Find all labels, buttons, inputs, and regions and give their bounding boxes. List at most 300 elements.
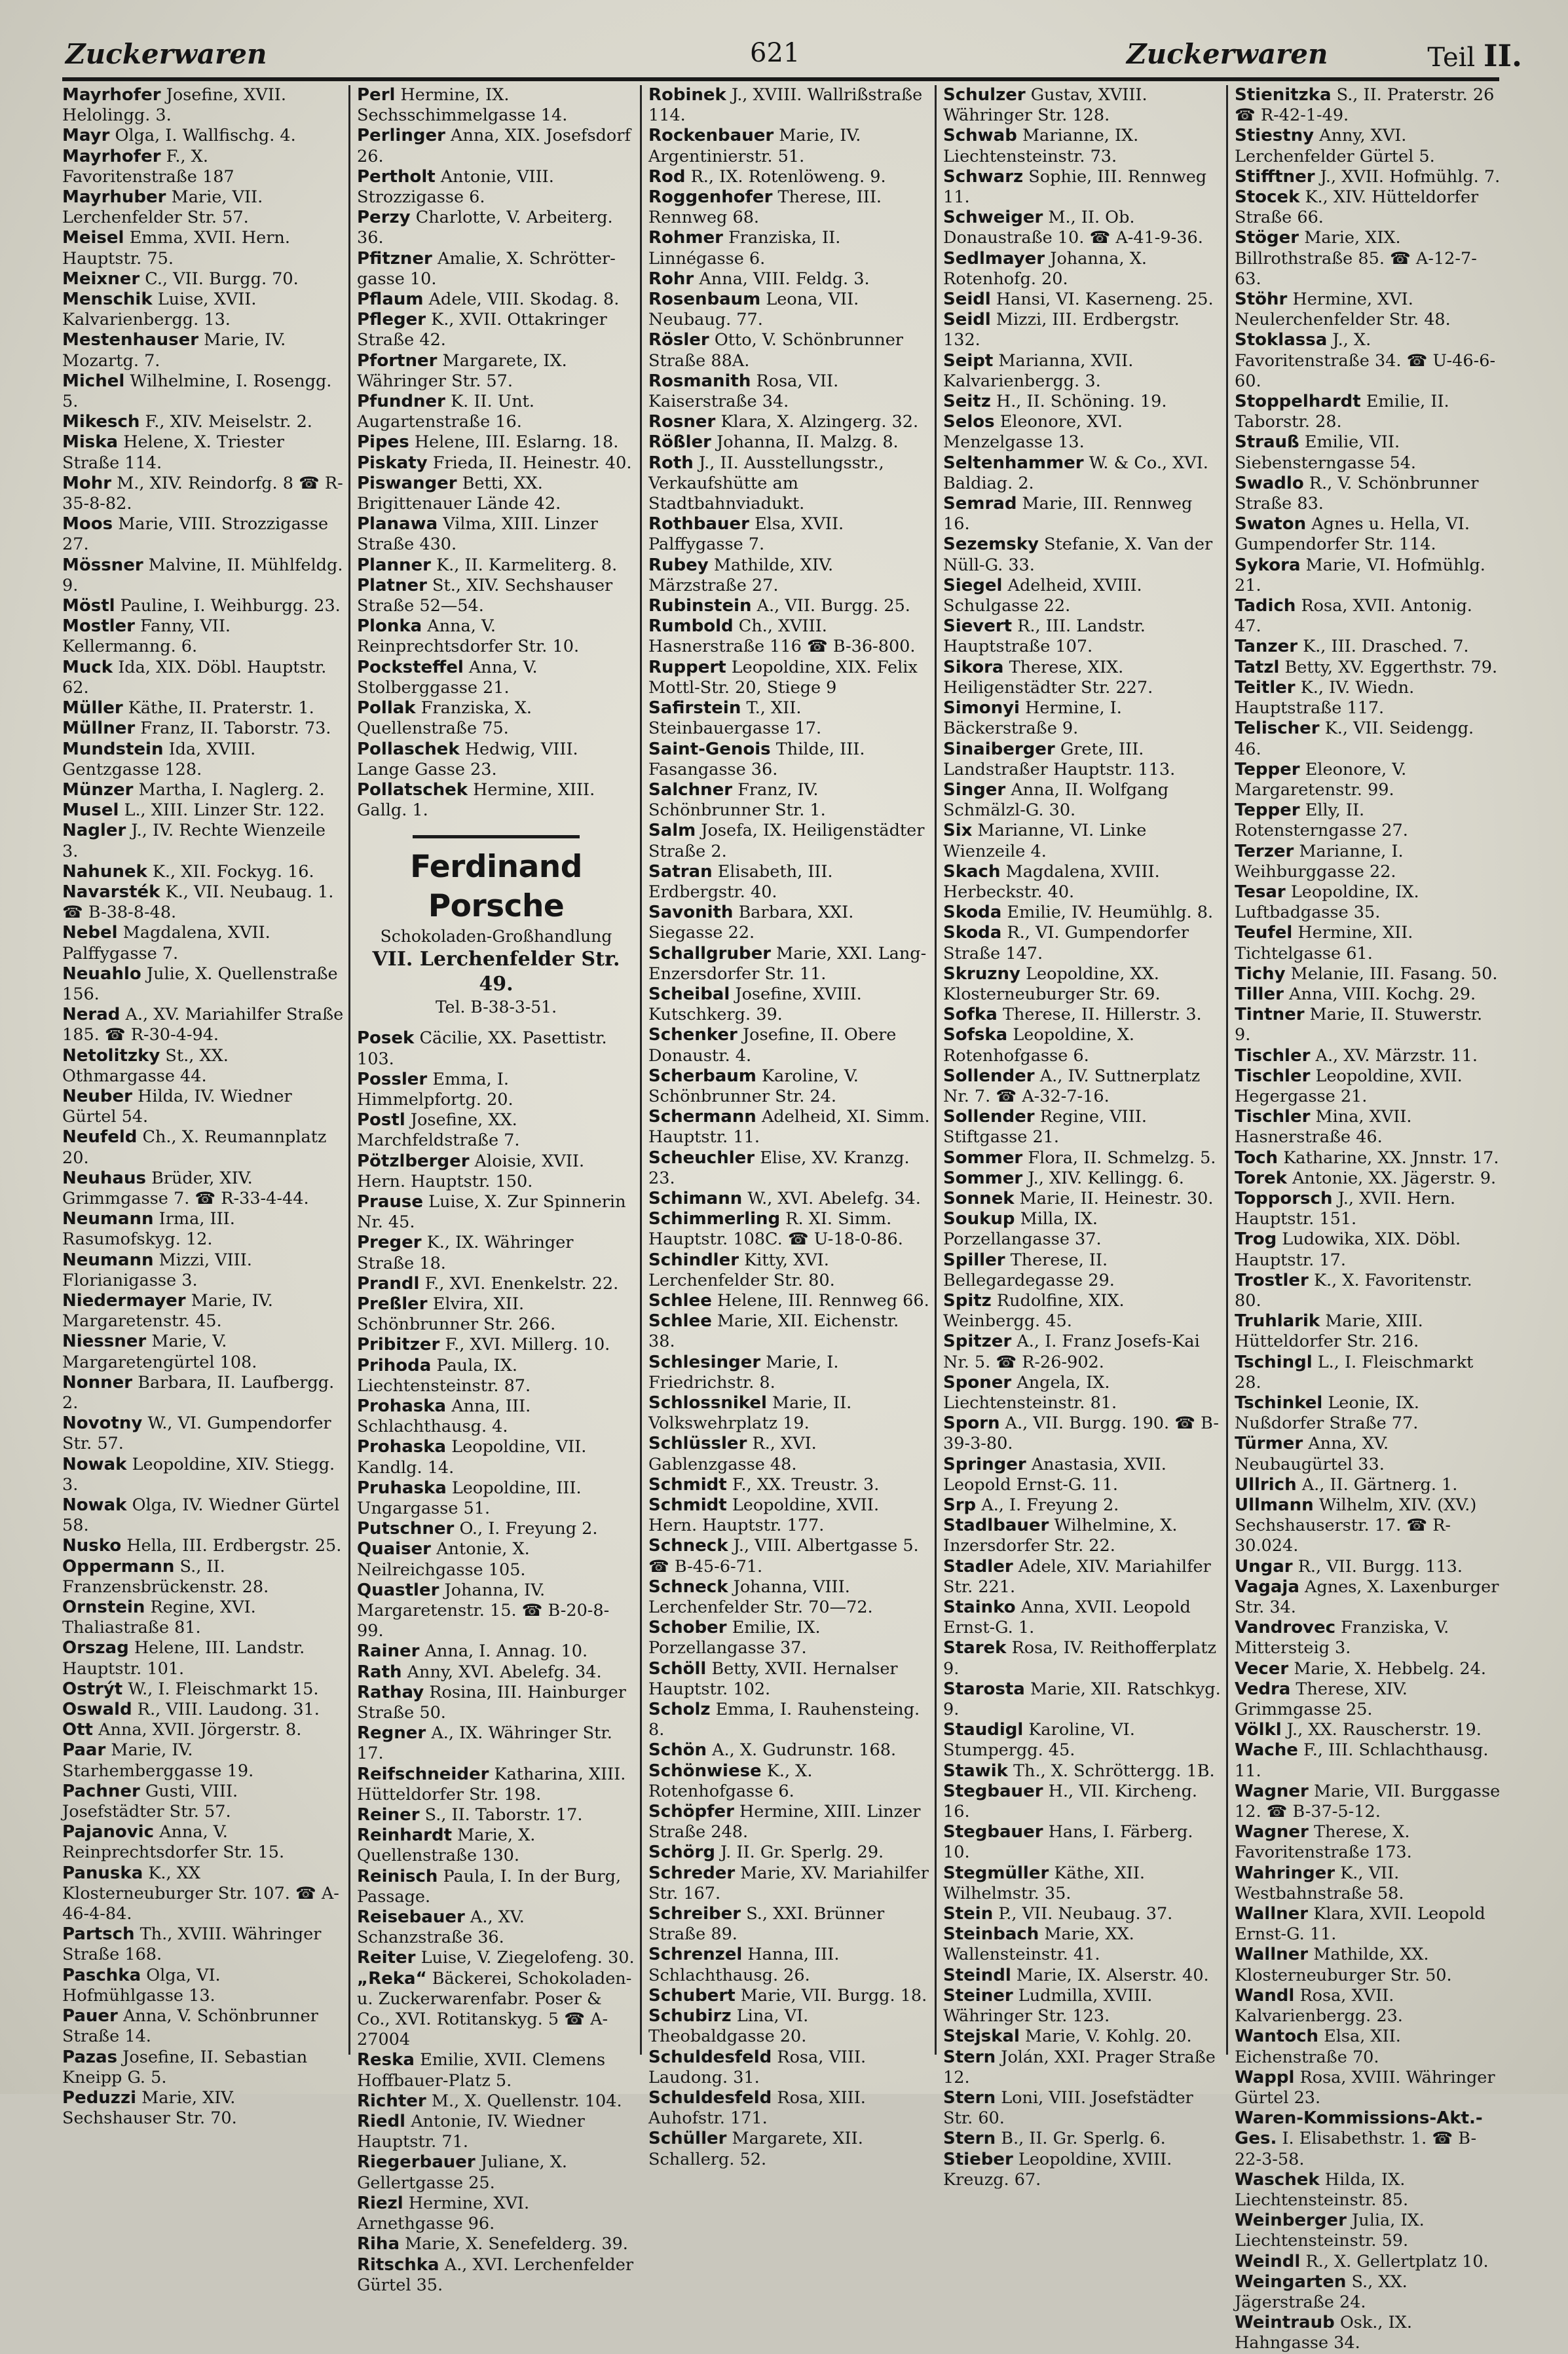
directory-entry xyxy=(357,1765,635,1805)
entry-name: Salm xyxy=(648,821,696,841)
header-part-label: Teil II. xyxy=(1427,38,1522,73)
entry-name: Teufel xyxy=(1235,923,1293,943)
entry-name: Scherbaum xyxy=(648,1066,756,1086)
directory-entry xyxy=(1235,1945,1503,1985)
directory-entry xyxy=(357,1294,635,1335)
directory-entry xyxy=(943,1782,1222,1822)
entry-details: Helene, X. Triester Straße 114. xyxy=(62,432,284,473)
entry-name: Pfleger xyxy=(357,310,426,330)
directory-entry xyxy=(943,1066,1222,1107)
directory-entry xyxy=(62,719,344,739)
entry-name: Tischler xyxy=(1235,1066,1311,1086)
directory-entry xyxy=(357,1867,635,1907)
directory-entry xyxy=(943,1107,1222,1148)
entry-name: Rösler xyxy=(648,330,709,350)
entry-name: Ruppert xyxy=(648,657,726,677)
directory-entry xyxy=(648,739,930,780)
advertisement-phone: Tel. B-38-3-51. xyxy=(435,998,557,1017)
entry-details: Marie, I. Friedrichstr. 8. xyxy=(648,1352,839,1392)
entry-details: Marie, VII. Burggasse 12. ☎ B-37-5-12. xyxy=(1235,1781,1501,1822)
directory-entry xyxy=(62,330,344,371)
entry-name: Piswanger xyxy=(357,473,457,493)
entry-name: Tepper xyxy=(1235,759,1300,779)
entry-name: Sinaiberger xyxy=(943,739,1055,759)
entry-details: Sophie, III. Rennweg 11. xyxy=(943,166,1207,208)
entry-details: Anna, V. Reinprechtsdorfer Str. 10. xyxy=(357,616,580,657)
entry-details: Charlotte, V. Arbeiterg. 36. xyxy=(357,208,613,248)
directory-entry xyxy=(1235,2313,1503,2353)
entry-details: Anna, XVII. Jörgerstr. 8. xyxy=(98,1720,302,1740)
directory-entry xyxy=(648,2047,930,2088)
directory-entry xyxy=(943,453,1222,494)
entry-name: Schober xyxy=(648,1618,727,1638)
entry-name: Schlee xyxy=(648,1290,712,1311)
entry-name: Müllner xyxy=(62,719,136,739)
directory-entry xyxy=(648,616,930,657)
directory-entry xyxy=(357,1805,635,1825)
directory-entry xyxy=(648,1659,930,1700)
entry-details: A., XVI. Lerchenfelder Gürtel 35. xyxy=(357,2254,634,2295)
entry-details: R., VIII. Laudong. 31. xyxy=(137,1700,320,1720)
entry-details: W. & Co., XVI. Baldiag. 2. xyxy=(943,453,1208,493)
directory-entry xyxy=(62,862,344,882)
directory-entry xyxy=(357,474,635,514)
entry-name: Schlossnikel xyxy=(648,1393,767,1413)
directory-entry xyxy=(357,1396,635,1437)
directory-entry xyxy=(357,1580,635,1642)
entry-details: A., XV. Mariahilfer Straße 185. ☎ R-30-4-94. xyxy=(62,1005,344,1045)
entry-name: Weindl xyxy=(1235,2251,1301,2271)
directory-entry xyxy=(62,85,344,126)
entry-details: Amalie, X. Schrötter-gasse 10. xyxy=(357,248,616,289)
directory-entry xyxy=(1235,2027,1503,2067)
entry-details: Franziska, V. Mittersteig 3. xyxy=(1235,1618,1449,1658)
entry-name: Stienitzka xyxy=(1235,85,1332,105)
directory-entry xyxy=(648,1189,930,1209)
entry-name: Stainko xyxy=(943,1597,1016,1618)
entry-name: Perzy xyxy=(357,208,411,228)
entry-name: Rosenbaum xyxy=(648,290,761,310)
entry-details: Malvine, II. Mühlfeldg. 9. xyxy=(62,555,343,595)
entry-details: C., VII. Burgg. 70. xyxy=(145,269,299,289)
entry-name: Schuldesfeld xyxy=(648,2047,772,2067)
entry-name: Reiner xyxy=(357,1805,420,1825)
entry-details: Marie, X. Hebbelg. 24. xyxy=(1294,1658,1486,1679)
entry-name: Scheibal xyxy=(648,984,730,1004)
entry-details: Emilie, IV. Heumühlg. 8. xyxy=(1007,903,1214,923)
entry-details: L., I. Fleischmarkt 28. xyxy=(1235,1352,1474,1392)
entry-details: Hermine, I. Bäckerstraße 9. xyxy=(943,698,1122,739)
entry-name: Stein xyxy=(943,1904,994,1924)
entry-details: Wilhelmine, I. Rosengg. 5. xyxy=(62,371,332,412)
entry-details: Josefine, XVII. Helolingg. 3. xyxy=(62,85,286,126)
entry-details: J., XX. Rauscherstr. 19. xyxy=(1286,1720,1482,1740)
directory-entry xyxy=(62,187,344,228)
entry-details: Marie, VII. Burgg. 18. xyxy=(740,1985,927,2006)
directory-entry xyxy=(1235,1229,1503,1270)
entry-details: Johanna, X. Rotenhofg. 20. xyxy=(943,248,1147,289)
entry-name: Springer xyxy=(943,1454,1026,1474)
entry-details: Karoline, V. Schönbrunner Str. 24. xyxy=(648,1066,859,1106)
directory-entry xyxy=(62,1924,344,1965)
directory-entry xyxy=(357,1151,635,1192)
directory-entry xyxy=(648,1802,930,1842)
entry-details: A., II. Gärtnerg. 1. xyxy=(1301,1474,1458,1495)
entry-details: Jolán, XXI. Prager Straße 12. xyxy=(943,2047,1216,2087)
directory-entry xyxy=(62,1332,344,1372)
entry-details: Franziska, X. Quellenstraße 75. xyxy=(357,698,532,739)
directory-entry xyxy=(1235,1659,1503,1679)
directory-entry xyxy=(1235,432,1503,473)
entry-name: Swaton xyxy=(1235,514,1307,534)
entry-details: Elsa, XVII. Palffygasse 7. xyxy=(648,514,844,555)
entry-details: Leopoldine, XIV. Stiegg. 3. xyxy=(62,1454,335,1495)
directory-entry xyxy=(357,85,635,126)
directory-entry xyxy=(357,2112,635,2152)
directory-entry xyxy=(62,739,344,780)
entry-details: Leopoldine, III. Ungargasse 51. xyxy=(357,1478,582,1518)
entry-details: Anna, II. Wolfgang Schmälzl-G. 30. xyxy=(943,779,1169,821)
entry-details: Cäcilie, XX. Pasettistr. 103. xyxy=(357,1028,607,1069)
entry-name: Schlee xyxy=(648,1311,712,1332)
entry-name: Neufeld xyxy=(62,1127,138,1148)
entry-name: Scheuchler xyxy=(648,1148,755,1168)
directory-entry xyxy=(357,167,635,208)
entry-name: Schimann xyxy=(648,1188,743,1208)
entry-details: Olga, I. Wallfischg. 4. xyxy=(115,126,296,146)
entry-name: Pflaum xyxy=(357,290,424,310)
directory-entry xyxy=(943,2129,1222,2149)
entry-details: Hella, III. Erdbergstr. 25. xyxy=(126,1536,342,1556)
entry-details: Mathilde, XIV. Märzstraße 27. xyxy=(648,555,834,595)
entry-details: Marie, X. Senefelderg. 39. xyxy=(405,2234,628,2254)
entry-name: Sommer xyxy=(943,1148,1023,1168)
directory-entry xyxy=(62,2088,344,2129)
directory-entry xyxy=(648,1740,930,1761)
entry-details: Hermine, XVI. Neulerchenfelder Str. 48. xyxy=(1235,290,1451,330)
entry-details: Ch., XVIII. Hasnerstraße 116 ☎ B-36-800. xyxy=(648,616,916,657)
directory-entry xyxy=(1235,1557,1503,1577)
directory-entry xyxy=(357,2255,635,2296)
entry-name: Sollender xyxy=(943,1066,1035,1086)
entry-name: Orszag xyxy=(62,1638,129,1658)
entry-details: K., II. Karmeliterg. 8. xyxy=(436,555,618,575)
entry-details: Anastasia, XVII. Leopold Ernst-G. 11. xyxy=(943,1454,1167,1495)
entry-details: K., X. Favoritenstr. 80. xyxy=(1235,1270,1472,1311)
entry-details: Adelheid, XI. Simm. Hauptstr. 11. xyxy=(648,1107,930,1148)
directory-entry xyxy=(62,821,344,861)
directory-entry xyxy=(648,555,930,596)
entry-name: Moos xyxy=(62,514,113,534)
directory-entry xyxy=(1235,678,1503,719)
entry-details: Antonie, VIII. Strozzigasse 6. xyxy=(357,166,554,208)
entry-details: Mizzi, III. Erdbergstr. 132. xyxy=(943,310,1180,350)
directory-entry xyxy=(648,1107,930,1148)
directory-entry xyxy=(648,1311,930,1352)
entry-details: J., IV. Rechte Wienzeile 3. xyxy=(62,821,326,861)
entry-details: K., XVII. Ottakringer Straße 42. xyxy=(357,310,607,350)
directory-entry xyxy=(62,698,344,719)
entry-name: Safirstein xyxy=(648,698,741,719)
directory-entry xyxy=(357,310,635,350)
directory-entry xyxy=(943,1924,1222,1965)
directory-entry xyxy=(357,1948,635,1968)
directory-entry xyxy=(943,412,1222,453)
entry-details: Gustav, XVIII. Währinger Str. 128. xyxy=(943,85,1148,126)
directory-entry xyxy=(1235,1740,1503,1781)
entry-details: Josefine, XVIII. Kutschkerg. 39. xyxy=(648,984,862,1025)
entry-details: Katharina, XIII. Hütteldorfer Str. 198. xyxy=(357,1764,626,1804)
entry-name: Menschik xyxy=(62,290,153,310)
entry-name: Planawa xyxy=(357,514,438,534)
entry-details: A., I. Franz Josefs-Kai Nr. 5. ☎ R-26-902. xyxy=(943,1332,1200,1372)
entry-details: K., VII. Seidengg. 46. xyxy=(1235,719,1474,759)
directory-entry xyxy=(1235,392,1503,432)
entry-name: Seipt xyxy=(943,350,994,371)
entry-details: J., XIV. Kellingg. 6. xyxy=(1028,1168,1184,1188)
entry-name: Satran xyxy=(648,861,713,882)
directory-entry xyxy=(357,1356,635,1396)
entry-details: Marie, IV. Mozartg. 7. xyxy=(62,330,286,371)
directory-entry xyxy=(62,1005,344,1045)
entry-name: Peduzzi xyxy=(62,2087,136,2108)
entry-name: Stöger xyxy=(1235,228,1299,248)
directory-entry xyxy=(357,780,635,821)
entry-details: Käthe, XII. Wilhelmstr. 35. xyxy=(943,1863,1146,1903)
entry-details: Therese, III. Rennweg 68. xyxy=(648,187,882,228)
entry-name: Steiner xyxy=(943,1985,1013,2006)
directory-entry xyxy=(357,1335,635,1355)
directory-entry xyxy=(62,596,344,616)
entry-details: St., XIV. Sechshauser Straße 52—54. xyxy=(357,575,613,616)
directory-entry xyxy=(62,1455,344,1495)
entry-name: Rubey xyxy=(648,555,709,575)
entry-details: Regine, VIII. Stiftgasse 21. xyxy=(943,1107,1147,1148)
directory-entry xyxy=(62,964,344,1005)
entry-details: S., XX. Jägerstraße 24. xyxy=(1235,2271,1408,2312)
entry-name: Pollak xyxy=(357,698,416,719)
entry-name: Prohaska xyxy=(357,1396,447,1416)
entry-name: Robinek xyxy=(648,85,726,105)
entry-name: Spitz xyxy=(943,1290,992,1311)
entry-name: Nagler xyxy=(62,821,126,841)
entry-details: Anna, I. Annag. 10. xyxy=(424,1641,588,1662)
directory-entry xyxy=(1235,1618,1503,1658)
directory-entry xyxy=(943,739,1222,780)
directory-entry xyxy=(943,1822,1222,1863)
directory-entry xyxy=(943,1332,1222,1372)
entry-details: Anna, V. Reinprechtsdorfer Str. 15. xyxy=(62,1822,285,1863)
directory-entry xyxy=(648,1536,930,1577)
entry-details: A., XV. Märzstr. 11. xyxy=(1315,1045,1478,1066)
directory-entry xyxy=(943,1720,1222,1761)
entry-details: Hansi, VI. Kaserneng. 25. xyxy=(996,290,1214,310)
directory-entry xyxy=(357,392,635,432)
directory-entry xyxy=(648,432,930,453)
directory-entry xyxy=(1235,2108,1503,2170)
entry-details: Bäckerei, Schokoladen- u. Zuckerwarenfabr. Poser & Co., XVI. Rotitanskyg. 5 ☎ A-27004 xyxy=(357,1968,632,2050)
directory-entry xyxy=(1235,2252,1503,2272)
directory-entry xyxy=(1235,1066,1503,1107)
directory-entry xyxy=(1235,1311,1503,1352)
entry-details: Angela, IX. Liechtensteinstr. 81. xyxy=(943,1372,1117,1413)
entry-details: Adele, VIII. Skodag. 8. xyxy=(428,290,620,310)
directory-entry xyxy=(62,1127,344,1168)
directory-entry xyxy=(1235,800,1503,841)
entry-name: Wandl xyxy=(1235,1985,1295,2006)
entry-details: H., II. Schöning. 19. xyxy=(996,392,1167,412)
directory-entry xyxy=(943,167,1222,208)
entry-details: K., VII. Neubaug. 1. ☎ B-38-8-48. xyxy=(62,882,334,923)
entry-details: Regine, XVI. Thaliastraße 81. xyxy=(62,1597,256,1638)
directory-entry xyxy=(1235,2211,1503,2251)
entry-name: Prohaska xyxy=(357,1437,447,1457)
entry-name: Wappl xyxy=(1235,2067,1295,2087)
entry-details: S., II. Franzensbrückenstr. 28. xyxy=(62,1556,269,1597)
entry-details: L., XIII. Linzer Str. 122. xyxy=(124,800,325,821)
directory-entry xyxy=(1235,1720,1503,1740)
directory-entry xyxy=(943,1516,1222,1556)
entry-name: Schimmerling xyxy=(648,1209,781,1229)
entry-details: A., VII. Burgg. 190. ☎ B-39-3-80. xyxy=(943,1413,1219,1454)
entry-name: Nerad xyxy=(62,1005,121,1025)
entry-name: Türmer xyxy=(1235,1434,1303,1454)
entry-details: Th., X. Schröttergg. 1B. xyxy=(1013,1761,1215,1781)
entry-name: Niedermayer xyxy=(62,1290,186,1311)
entry-name: Ornstein xyxy=(62,1597,145,1618)
entry-details: Fanny, VII. Kellermanng. 6. xyxy=(62,616,231,657)
entry-name: Staudigl xyxy=(943,1720,1024,1740)
advertisement-address: VII. Lerchenfelder Str. 49. xyxy=(372,948,620,996)
entry-name: Meixner xyxy=(62,269,140,289)
entry-name: Wahringer xyxy=(1235,1863,1335,1883)
directory-entry xyxy=(62,1679,344,1700)
directory-entry xyxy=(648,1393,930,1434)
directory-entry xyxy=(1235,1046,1503,1066)
directory-entry xyxy=(943,1025,1222,1066)
entry-details: F., XVI. Enenkelstr. 22. xyxy=(424,1273,619,1294)
entry-details: Marie, XIV. Sechshauser Str. 70. xyxy=(62,2087,237,2129)
entry-details: Flora, II. Schmelzg. 5. xyxy=(1028,1148,1216,1168)
entry-details: Hermine, XII. Tichtelgasse 61. xyxy=(1235,923,1413,963)
directory-entry xyxy=(648,1025,930,1066)
directory-entry xyxy=(1235,2272,1503,2313)
directory-entry xyxy=(62,1373,344,1413)
entry-details: Marie, II. Stuwerstr. 9. xyxy=(1235,1005,1483,1045)
entry-name: Teitler xyxy=(1235,677,1296,698)
entry-details: Therese, XIV. Grimmgasse 25. xyxy=(1235,1679,1408,1720)
entry-details: Elisabeth, III. Erdbergstr. 40. xyxy=(648,861,833,902)
directory-entry xyxy=(648,371,930,412)
entry-details: Marie, VII. Lerchenfelder Str. 57. xyxy=(62,187,263,228)
directory-entry xyxy=(943,1904,1222,1924)
directory-entry xyxy=(648,1761,930,1802)
directory-entry xyxy=(648,167,930,187)
entry-details: Marie, IV. Argentinierstr. 51. xyxy=(648,126,861,166)
entry-details: M., X. Quellenstr. 104. xyxy=(431,2091,622,2111)
entry-name: Skruzny xyxy=(943,963,1020,984)
entry-name: Sonnek xyxy=(943,1188,1015,1208)
entry-name: Salchner xyxy=(648,779,733,800)
entry-details: Irma, III. Rasumofskyg. 12. xyxy=(62,1209,235,1250)
entry-details: Hilda, IV. Wiedner Gürtel 54. xyxy=(62,1086,292,1127)
entry-details: Betty, XVII. Hernalser Hauptstr. 102. xyxy=(648,1658,898,1699)
entry-details: Josefine, XX. Marchfeldstraße 7. xyxy=(357,1110,520,1151)
entry-name: Torek xyxy=(1235,1168,1287,1188)
page-number: 621 xyxy=(750,38,800,68)
directory-entry xyxy=(1235,882,1503,923)
entry-name: Starek xyxy=(943,1638,1007,1658)
entry-name: Mössner xyxy=(62,555,143,575)
entry-details: Barbara, XXI. Siegasse 22. xyxy=(648,903,854,943)
directory-entry xyxy=(648,2129,930,2169)
entry-details: Hermine, IX. Sechsschimmelgasse 14. xyxy=(357,85,568,126)
entry-name: „Reka“ xyxy=(357,1968,427,1989)
entry-details: Margarete, IX. Währinger Str. 57. xyxy=(357,350,567,391)
entry-name: Neumann xyxy=(62,1250,154,1270)
entry-name: Schlüssler xyxy=(648,1434,747,1454)
entry-name: Sofka xyxy=(943,1005,998,1025)
entry-name: Schneck xyxy=(648,1536,728,1556)
entry-details: Marianne, IX. Liechtensteinstr. 73. xyxy=(943,126,1139,166)
entry-details: Aloisie, XVII. Hern. Hauptstr. 150. xyxy=(357,1151,585,1191)
entry-details: O., I. Freyung 2. xyxy=(459,1519,598,1539)
entry-details: Emilie, VII. Siebensterngasse 54. xyxy=(1235,432,1417,473)
entry-name: Tesar xyxy=(1235,882,1286,902)
directory-entry xyxy=(943,494,1222,534)
entry-details: Agnes, X. Laxenburger Str. 34. xyxy=(1235,1577,1499,1618)
entry-name: Sofska xyxy=(943,1025,1008,1045)
entry-name: Schweiger xyxy=(943,208,1043,228)
entry-name: Tadich xyxy=(1235,596,1296,616)
entry-name: Schindler xyxy=(648,1250,739,1270)
directory-entry xyxy=(1235,596,1503,637)
entry-name: Perl xyxy=(357,85,396,105)
entry-name: Sikora xyxy=(943,657,1004,677)
entry-details: Gusti, VIII. Josefstädter Str. 57. xyxy=(62,1781,238,1822)
entry-details: Mizzi, VIII. Florianigasse 3. xyxy=(62,1250,252,1290)
entry-details: Hans, I. Färberg. 10. xyxy=(943,1822,1193,1863)
directory-entry xyxy=(648,1842,930,1863)
entry-name: Riezl xyxy=(357,2193,403,2213)
column-divider xyxy=(935,85,937,2055)
entry-details: Marie, II. Volkswehrplatz 19. xyxy=(648,1393,852,1434)
entry-details: Marie, IV. Margaretenstr. 45. xyxy=(62,1290,273,1332)
directory-entry xyxy=(62,371,344,412)
entry-name: Vandrovec xyxy=(1235,1618,1336,1638)
directory-entry xyxy=(648,1904,930,1945)
entry-details: Betty, XV. Eggerthstr. 79. xyxy=(1284,657,1498,677)
entry-name: Singer xyxy=(943,779,1006,800)
directory-entry xyxy=(62,1536,344,1556)
entry-details: Lina, VI. Theobaldgasse 20. xyxy=(648,2006,809,2047)
directory-entry xyxy=(943,310,1222,350)
entry-name: Reiter xyxy=(357,1948,416,1968)
entry-name: Seltenhammer xyxy=(943,453,1084,473)
entry-details: Helene, III. Landstr. Hauptstr. 101. xyxy=(62,1638,305,1679)
directory-entry xyxy=(62,1822,344,1863)
entry-details: Emma, I. Himmelpfortg. 20. xyxy=(357,1069,513,1110)
advertisement-rule xyxy=(413,835,580,838)
entry-details: W., I. Fleischmarkt 15. xyxy=(128,1679,319,1699)
directory-entry xyxy=(943,1761,1222,1782)
entry-details: Ida, XIX. Döbl. Hauptstr. 62. xyxy=(62,657,327,698)
entry-name: Savonith xyxy=(648,903,734,923)
directory-entry xyxy=(648,290,930,330)
entry-name: Riha xyxy=(357,2234,400,2254)
entry-details: Elise, XV. Kranzg. 23. xyxy=(648,1148,910,1188)
entry-name: Ullmann xyxy=(1235,1495,1314,1516)
